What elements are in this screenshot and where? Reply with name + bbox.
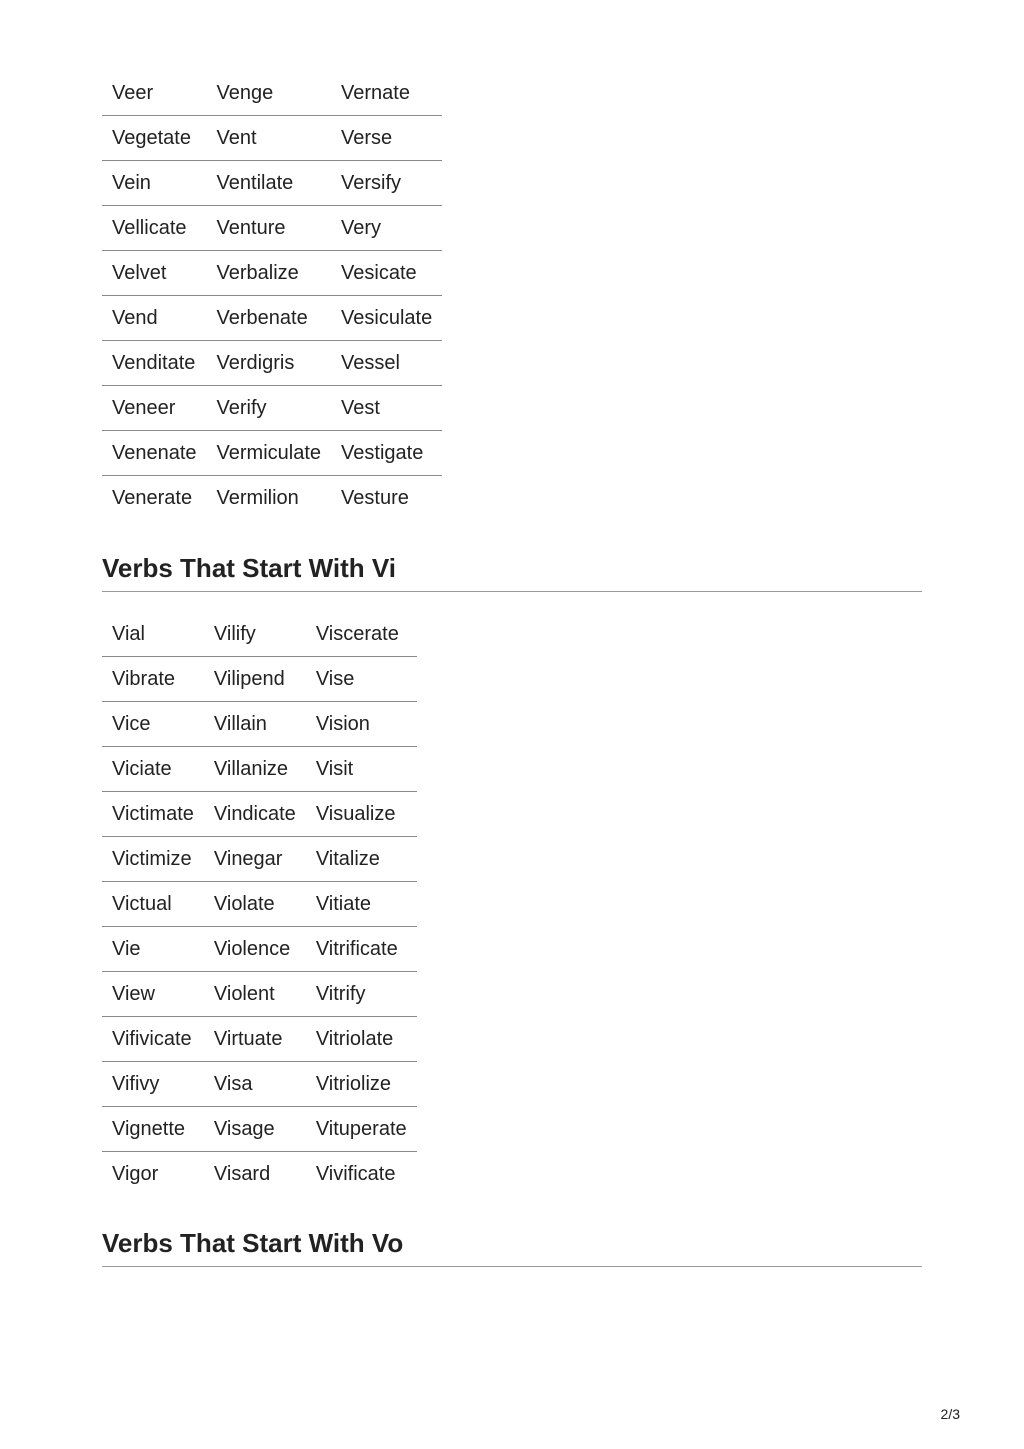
verbs-ve-table	[102, 71, 442, 520]
table-cell: Vifivy	[102, 1062, 204, 1107]
table-cell: Venenate	[102, 431, 207, 476]
table-row	[102, 1152, 417, 1197]
table-cell: Vermiculate	[207, 431, 332, 476]
table-cell: Vigor	[112, 1163, 159, 1185]
verbs-vi-table	[102, 612, 417, 1196]
table-row	[102, 972, 417, 1017]
table-cell: Virtuate	[204, 1017, 306, 1062]
table-cell: Vibrate	[102, 657, 204, 702]
table-row	[102, 161, 442, 206]
table-cell: Vesicate	[331, 251, 442, 296]
table-cell: Vinegar	[204, 837, 306, 882]
table-cell: Victimate	[102, 792, 204, 837]
table-cell: Verbalize	[207, 251, 332, 296]
table-cell: Violate	[204, 882, 306, 927]
table-cell: Vial	[102, 612, 204, 657]
table-cell: Vesture	[341, 487, 409, 509]
table-cell: Veneer	[102, 386, 207, 431]
table-cell: Vesiculate	[331, 296, 442, 341]
table-cell: Vindicate	[204, 792, 306, 837]
verbs-ve-table-body	[102, 71, 442, 520]
table-row	[102, 1017, 417, 1062]
table-row	[102, 792, 417, 837]
table-cell: Vignette	[102, 1107, 204, 1152]
table-row	[102, 612, 417, 657]
table-cell: Visualize	[306, 792, 417, 837]
table-cell: Vitrificate	[306, 927, 417, 972]
section-heading-vi: Verbs That Start With Vi	[102, 553, 922, 592]
table-cell: Villanize	[204, 747, 306, 792]
table-cell: Venditate	[102, 341, 207, 386]
table-row	[102, 837, 417, 882]
table-cell: Vegetate	[102, 116, 207, 161]
table-cell: Vilipend	[204, 657, 306, 702]
table-row	[102, 206, 442, 251]
table-row	[102, 296, 442, 341]
table-row	[102, 251, 442, 296]
section-heading-vo: Verbs That Start With Vo	[102, 1228, 922, 1267]
table-cell: Vie	[102, 927, 204, 972]
table-row	[102, 476, 442, 521]
table-cell: Verse	[331, 116, 442, 161]
table-cell: Venge	[207, 71, 332, 116]
table-cell: Vifivicate	[102, 1017, 204, 1062]
table-cell: Vend	[102, 296, 207, 341]
table-cell: Verdigris	[207, 341, 332, 386]
table-cell: Vituperate	[306, 1107, 417, 1152]
table-cell: Vent	[207, 116, 332, 161]
table-cell: Verify	[207, 386, 332, 431]
table-cell: Victual	[102, 882, 204, 927]
table-row	[102, 927, 417, 972]
table-cell: Venture	[207, 206, 332, 251]
table-cell: Veer	[102, 71, 207, 116]
table-cell: Vice	[102, 702, 204, 747]
table-cell: Vitriolize	[306, 1062, 417, 1107]
table-cell: Villain	[204, 702, 306, 747]
table-cell: Vivificate	[315, 1163, 396, 1185]
table-cell: Viciate	[102, 747, 204, 792]
table-row	[102, 431, 442, 476]
table-cell: Vitriolate	[306, 1017, 417, 1062]
table-cell: Visage	[204, 1107, 306, 1152]
table-row	[102, 116, 442, 161]
table-row	[102, 341, 442, 386]
table-row	[102, 882, 417, 927]
table-cell: Vestigate	[331, 431, 442, 476]
table-cell: Vernate	[331, 71, 442, 116]
table-cell: Viscerate	[306, 612, 417, 657]
table-cell: Vision	[306, 702, 417, 747]
table-cell: Ventilate	[207, 161, 332, 206]
table-cell: Vermilion	[216, 487, 299, 509]
page-number: 2/3	[940, 1406, 960, 1422]
table-cell: Vein	[102, 161, 207, 206]
verbs-vi-table-body	[102, 612, 417, 1196]
table-cell: Vitalize	[306, 837, 417, 882]
table-row	[102, 386, 442, 431]
table-cell: Violence	[204, 927, 306, 972]
table-cell: Violent	[204, 972, 306, 1017]
table-cell: Venerate	[112, 487, 193, 509]
table-row	[102, 1107, 417, 1152]
table-cell: Victimize	[102, 837, 204, 882]
table-cell: Vilify	[204, 612, 306, 657]
table-row	[102, 702, 417, 747]
table-row	[102, 71, 442, 116]
table-row	[102, 1062, 417, 1107]
table-cell: View	[102, 972, 204, 1017]
table-cell: Visa	[204, 1062, 306, 1107]
table-cell: Vellicate	[102, 206, 207, 251]
table-cell: Vest	[331, 386, 442, 431]
table-cell: Velvet	[102, 251, 207, 296]
table-row	[102, 747, 417, 792]
table-cell: Vitrify	[306, 972, 417, 1017]
table-row	[102, 657, 417, 702]
table-cell: Verbenate	[207, 296, 332, 341]
table-cell: Visard	[213, 1163, 271, 1185]
table-cell: Vise	[306, 657, 417, 702]
table-cell: Very	[331, 206, 442, 251]
table-cell: Vitiate	[306, 882, 417, 927]
table-cell: Visit	[306, 747, 417, 792]
table-cell: Vessel	[331, 341, 442, 386]
table-cell: Versify	[331, 161, 442, 206]
